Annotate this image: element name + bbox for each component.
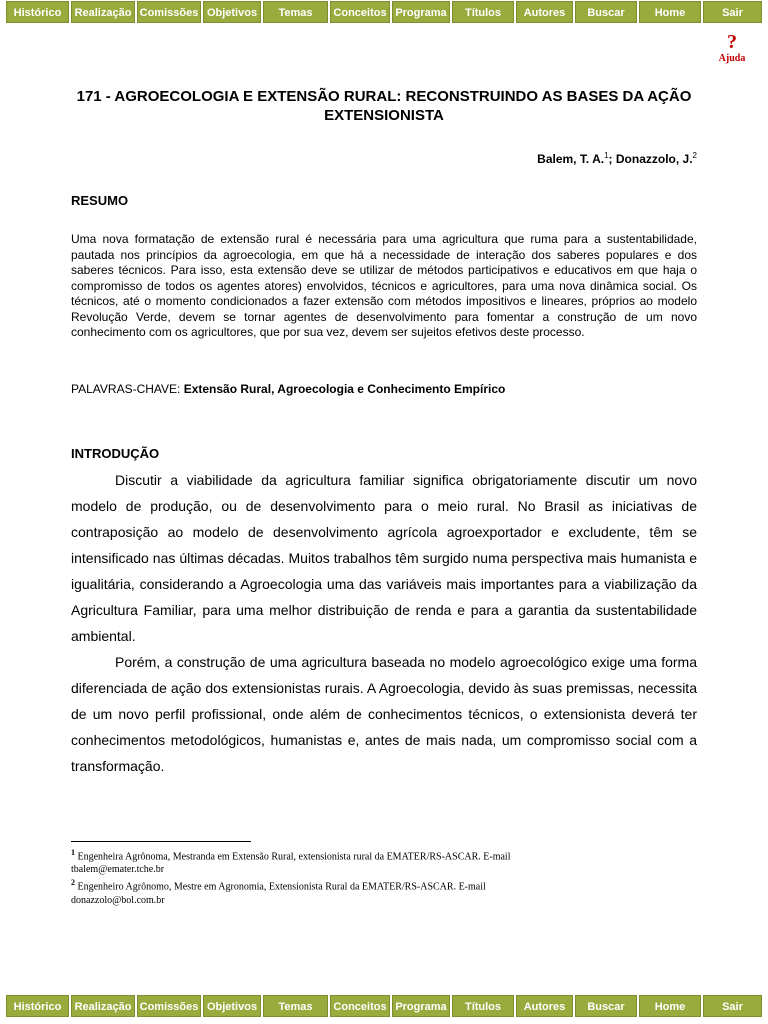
nav-historico[interactable]: Histórico <box>6 1 69 23</box>
nav-home[interactable]: Home <box>639 1 701 23</box>
nav-titulos[interactable]: Títulos <box>452 1 514 23</box>
footnote-2-email[interactable]: donazzolo@bol.com.br <box>71 894 165 906</box>
intro-paragraph-1: Discutir a viabilidade da agricultura familiar significa obrigatoriamente discutir um novo modelo de produção, ou de desenvolvimento para o meio rural. No Brasil as iniciativas de contraposição ao modelo de desenvolvimento agrícola agroexportador e excludente, têm se intensificado nas últimas décadas. Muitos trabalhos têm surgido numa perspectiva mais humanista e igualitária, considerando a Agroecologia uma das variáveis mais importantes para a viabilização da Agricultura Familiar, para uma melhor distribuição de renda e para a garantia da sustentabilidade ambiental. <box>71 472 697 644</box>
nav-temas[interactable]: Temas <box>263 995 328 1017</box>
footnote-1-number: 1 <box>71 848 75 857</box>
footnote-1-text: Engenheira Agrônoma, Mestranda em Extensão Rural, extensionista rural da EMATER/RS-ASCAR. E-mail <box>75 851 511 863</box>
help-button[interactable] <box>712 32 752 64</box>
intro-paragraph-2: Porém, a construção de uma agricultura baseada no modelo agroecológico exige uma forma diferenciada de ação dos extensionistas rurais. A Agroecologia, devido às suas premissas, necessita de um novo perfil profissional, onde além de conhecimentos técnicos, o extensionista deverá ter conhecimentos metodológicos, humanistas e, antes de mais nada, um compromisso social com a transformação. <box>71 654 697 774</box>
nav-autores[interactable]: Autores <box>516 995 573 1017</box>
nav-comissoes[interactable]: Comissões <box>137 1 201 23</box>
nav-programa[interactable]: Programa <box>392 1 450 23</box>
author-2: Donazzolo, J. <box>615 152 693 166</box>
nav-sair[interactable]: Sair <box>703 1 762 23</box>
nav-objetivos[interactable]: Objetivos <box>203 995 261 1017</box>
footnote-2 <box>71 876 711 906</box>
question-mark-icon: ? <box>727 31 737 53</box>
nav-buscar[interactable]: Buscar <box>575 995 637 1017</box>
author-1-footnote-ref: 1 <box>604 151 609 160</box>
keywords <box>71 382 505 396</box>
nav-temas[interactable]: Temas <box>263 1 328 23</box>
footnote-divider <box>71 841 251 842</box>
nav-buscar[interactable]: Buscar <box>575 1 637 23</box>
footnotes <box>71 846 711 907</box>
nav-home[interactable]: Home <box>639 995 701 1017</box>
footnote-2-number: 2 <box>71 878 75 888</box>
authors <box>537 151 697 166</box>
footnote-1 <box>71 846 711 876</box>
nav-realizacao[interactable]: Realização <box>71 995 135 1017</box>
author-2-footnote-ref: 2 <box>692 151 697 160</box>
nav-sair[interactable]: Sair <box>703 995 762 1017</box>
resumo-heading: RESUMO <box>71 193 129 208</box>
nav-realizacao[interactable]: Realização <box>71 1 135 23</box>
author-1: Balem, T. A. <box>537 152 605 166</box>
nav-comissoes[interactable]: Comissões <box>137 995 201 1017</box>
nav-historico[interactable]: Histórico <box>6 995 69 1017</box>
author-separator: ; <box>608 152 616 166</box>
keywords-label: PALAVRAS-CHAVE: <box>71 382 184 396</box>
abstract-text: Uma nova formatação de extensão rural é necessária para uma agricultura que ruma para a sustentabilidade, pautada nos princípios da agroecologia, em que há a necessidade de interação dos saberes populares e dos saberes técnicos. Para isso, esta extensão deve se utilizar de métodos participativos e educativos em que haja o compromisso de todos os agentes atores) envolvidos, técnicos e agricultores, para uma nova dinâmica social. Os técnicos, até o momento condicionados a fazer extensão com métodos impositivos e lineares, próprios ao modelo Revolução Verde, devem se tornar agentes de desenvolvimento para fomentar a construção de um novo conhecimento com os agricultores, que por sua vez, devem ser sujeitos efetivos deste processo. <box>71 232 697 339</box>
keywords-value: Extensão Rural, Agroecologia e Conhecimento Empírico <box>183 382 506 396</box>
nav-conceitos[interactable]: Conceitos <box>330 1 390 23</box>
intro-heading: INTRODUÇÃO <box>71 446 160 461</box>
top-nav-bar <box>6 1 762 23</box>
nav-programa[interactable]: Programa <box>392 995 450 1017</box>
bottom-nav-bar <box>6 995 762 1017</box>
nav-titulos[interactable]: Títulos <box>452 995 514 1017</box>
footnote-1-email[interactable]: tbalem@emater.tche.br <box>71 864 165 876</box>
help-label: Ajuda <box>718 53 746 64</box>
nav-objetivos[interactable]: Objetivos <box>203 1 261 23</box>
nav-autores[interactable]: Autores <box>516 1 573 23</box>
nav-conceitos[interactable]: Conceitos <box>330 995 390 1017</box>
page-title: 171 - AGROECOLOGIA E EXTENSÃO RURAL: RECONSTRUINDO AS BASES DA AÇÃO EXTENSIONISTA <box>76 88 692 124</box>
footnote-2-text: Engenheiro Agrônomo, Mestre em Agronomia, Extensionista Rural da EMATER/RS-ASCAR. E-mail <box>75 881 486 893</box>
